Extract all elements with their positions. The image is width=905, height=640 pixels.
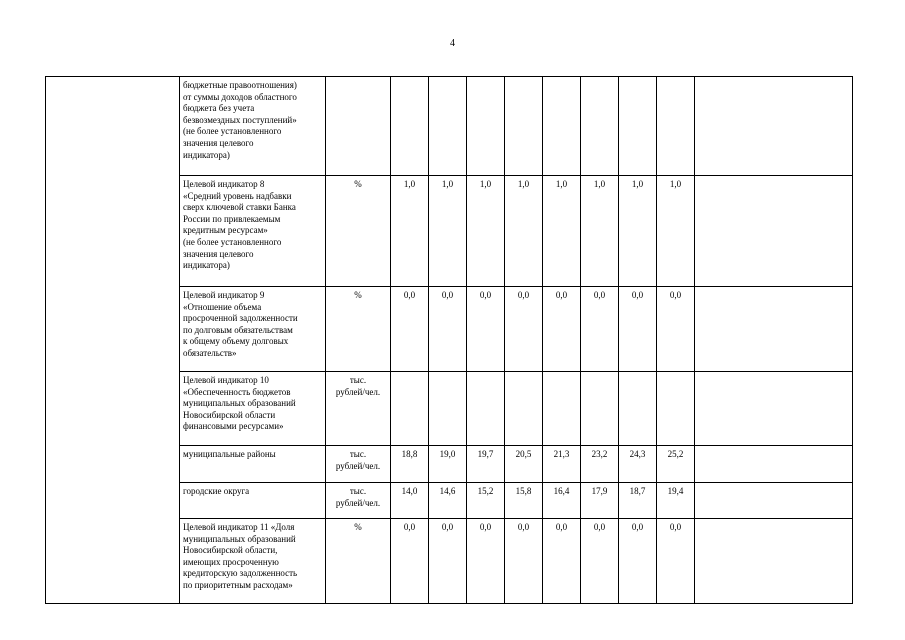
value-cell: 0,0 bbox=[505, 287, 543, 372]
value-cell bbox=[619, 77, 657, 176]
value-cell: 14,6 bbox=[429, 483, 467, 519]
notes-cell bbox=[695, 519, 853, 604]
value-cell bbox=[467, 372, 505, 446]
value-cell: 21,3 bbox=[543, 446, 581, 483]
value-cell: 19,7 bbox=[467, 446, 505, 483]
value-cell: 0,0 bbox=[467, 519, 505, 604]
value-cell bbox=[505, 77, 543, 176]
value-cell: 24,3 bbox=[619, 446, 657, 483]
value-cell: 14,0 bbox=[391, 483, 429, 519]
indicator-description: муниципальные районы bbox=[180, 446, 326, 483]
notes-cell bbox=[695, 372, 853, 446]
value-cell bbox=[581, 77, 619, 176]
indicator-description: Целевой индикатор 9 «Отношение объема просроченной задолженности по долговым обязательствам к общему объему долговых обязательств» bbox=[180, 287, 326, 372]
value-cell: 1,0 bbox=[543, 176, 581, 287]
value-cell: 20,5 bbox=[505, 446, 543, 483]
value-cell: 0,0 bbox=[391, 519, 429, 604]
value-cell: 1,0 bbox=[581, 176, 619, 287]
value-cell: 0,0 bbox=[543, 287, 581, 372]
notes-cell bbox=[695, 287, 853, 372]
merged-section-cell bbox=[46, 77, 180, 604]
notes-cell bbox=[695, 483, 853, 519]
unit-cell: тыс. рублей/чел. bbox=[326, 446, 391, 483]
value-cell: 1,0 bbox=[619, 176, 657, 287]
value-cell: 1,0 bbox=[429, 176, 467, 287]
value-cell bbox=[657, 77, 695, 176]
value-cell bbox=[429, 77, 467, 176]
value-cell: 0,0 bbox=[429, 519, 467, 604]
value-cell bbox=[581, 372, 619, 446]
table-row bbox=[46, 77, 853, 176]
value-cell: 0,0 bbox=[543, 519, 581, 604]
notes-cell bbox=[695, 77, 853, 176]
unit-cell: тыс. рублей/чел. bbox=[326, 372, 391, 446]
indicator-table bbox=[45, 76, 853, 604]
value-cell bbox=[429, 372, 467, 446]
value-cell: 0,0 bbox=[657, 519, 695, 604]
value-cell: 0,0 bbox=[581, 519, 619, 604]
indicator-description: Целевой индикатор 10 «Обеспеченность бюджетов муниципальных образований Новосибирской области финансовыми ресурсами» bbox=[180, 372, 326, 446]
value-cell bbox=[543, 77, 581, 176]
value-cell: 1,0 bbox=[657, 176, 695, 287]
value-cell: 19,4 bbox=[657, 483, 695, 519]
indicator-description: бюджетные правоотношения) от суммы доходов областного бюджета без учета безвозмездных поступлений» (не более установленного значения целевого индикатора) bbox=[180, 77, 326, 176]
value-cell bbox=[467, 77, 505, 176]
value-cell bbox=[619, 372, 657, 446]
unit-cell: тыс. рублей/чел. bbox=[326, 483, 391, 519]
value-cell: 15,8 bbox=[505, 483, 543, 519]
value-cell bbox=[657, 372, 695, 446]
unit-cell: % bbox=[326, 176, 391, 287]
value-cell: 19,0 bbox=[429, 446, 467, 483]
value-cell: 0,0 bbox=[391, 287, 429, 372]
value-cell: 1,0 bbox=[467, 176, 505, 287]
indicator-description: городские округа bbox=[180, 483, 326, 519]
value-cell: 25,2 bbox=[657, 446, 695, 483]
value-cell: 0,0 bbox=[505, 519, 543, 604]
unit-cell: % bbox=[326, 287, 391, 372]
value-cell bbox=[543, 372, 581, 446]
value-cell: 0,0 bbox=[429, 287, 467, 372]
value-cell: 18,8 bbox=[391, 446, 429, 483]
value-cell: 0,0 bbox=[581, 287, 619, 372]
page-number: 4 bbox=[450, 38, 455, 49]
value-cell: 17,9 bbox=[581, 483, 619, 519]
table-body bbox=[46, 77, 853, 604]
value-cell: 18,7 bbox=[619, 483, 657, 519]
value-cell: 0,0 bbox=[619, 287, 657, 372]
value-cell: 0,0 bbox=[467, 287, 505, 372]
notes-cell bbox=[695, 176, 853, 287]
unit-cell: % bbox=[326, 519, 391, 604]
value-cell: 16,4 bbox=[543, 483, 581, 519]
value-cell: 0,0 bbox=[657, 287, 695, 372]
value-cell bbox=[505, 372, 543, 446]
value-cell: 15,2 bbox=[467, 483, 505, 519]
indicator-description: Целевой индикатор 11 «Доля муниципальных образований Новосибирской области, имеющих просроченную кредиторскую задолженность по приоритетным расходам» bbox=[180, 519, 326, 604]
value-cell bbox=[391, 372, 429, 446]
value-cell: 1,0 bbox=[505, 176, 543, 287]
value-cell: 0,0 bbox=[619, 519, 657, 604]
value-cell bbox=[391, 77, 429, 176]
indicator-description: Целевой индикатор 8 «Средний уровень надбавки сверх ключевой ставки Банка России по привлекаемым кредитным ресурсам» (не более установленного значения целевого индикатора) bbox=[180, 176, 326, 287]
value-cell: 23,2 bbox=[581, 446, 619, 483]
unit-cell bbox=[326, 77, 391, 176]
value-cell: 1,0 bbox=[391, 176, 429, 287]
notes-cell bbox=[695, 446, 853, 483]
